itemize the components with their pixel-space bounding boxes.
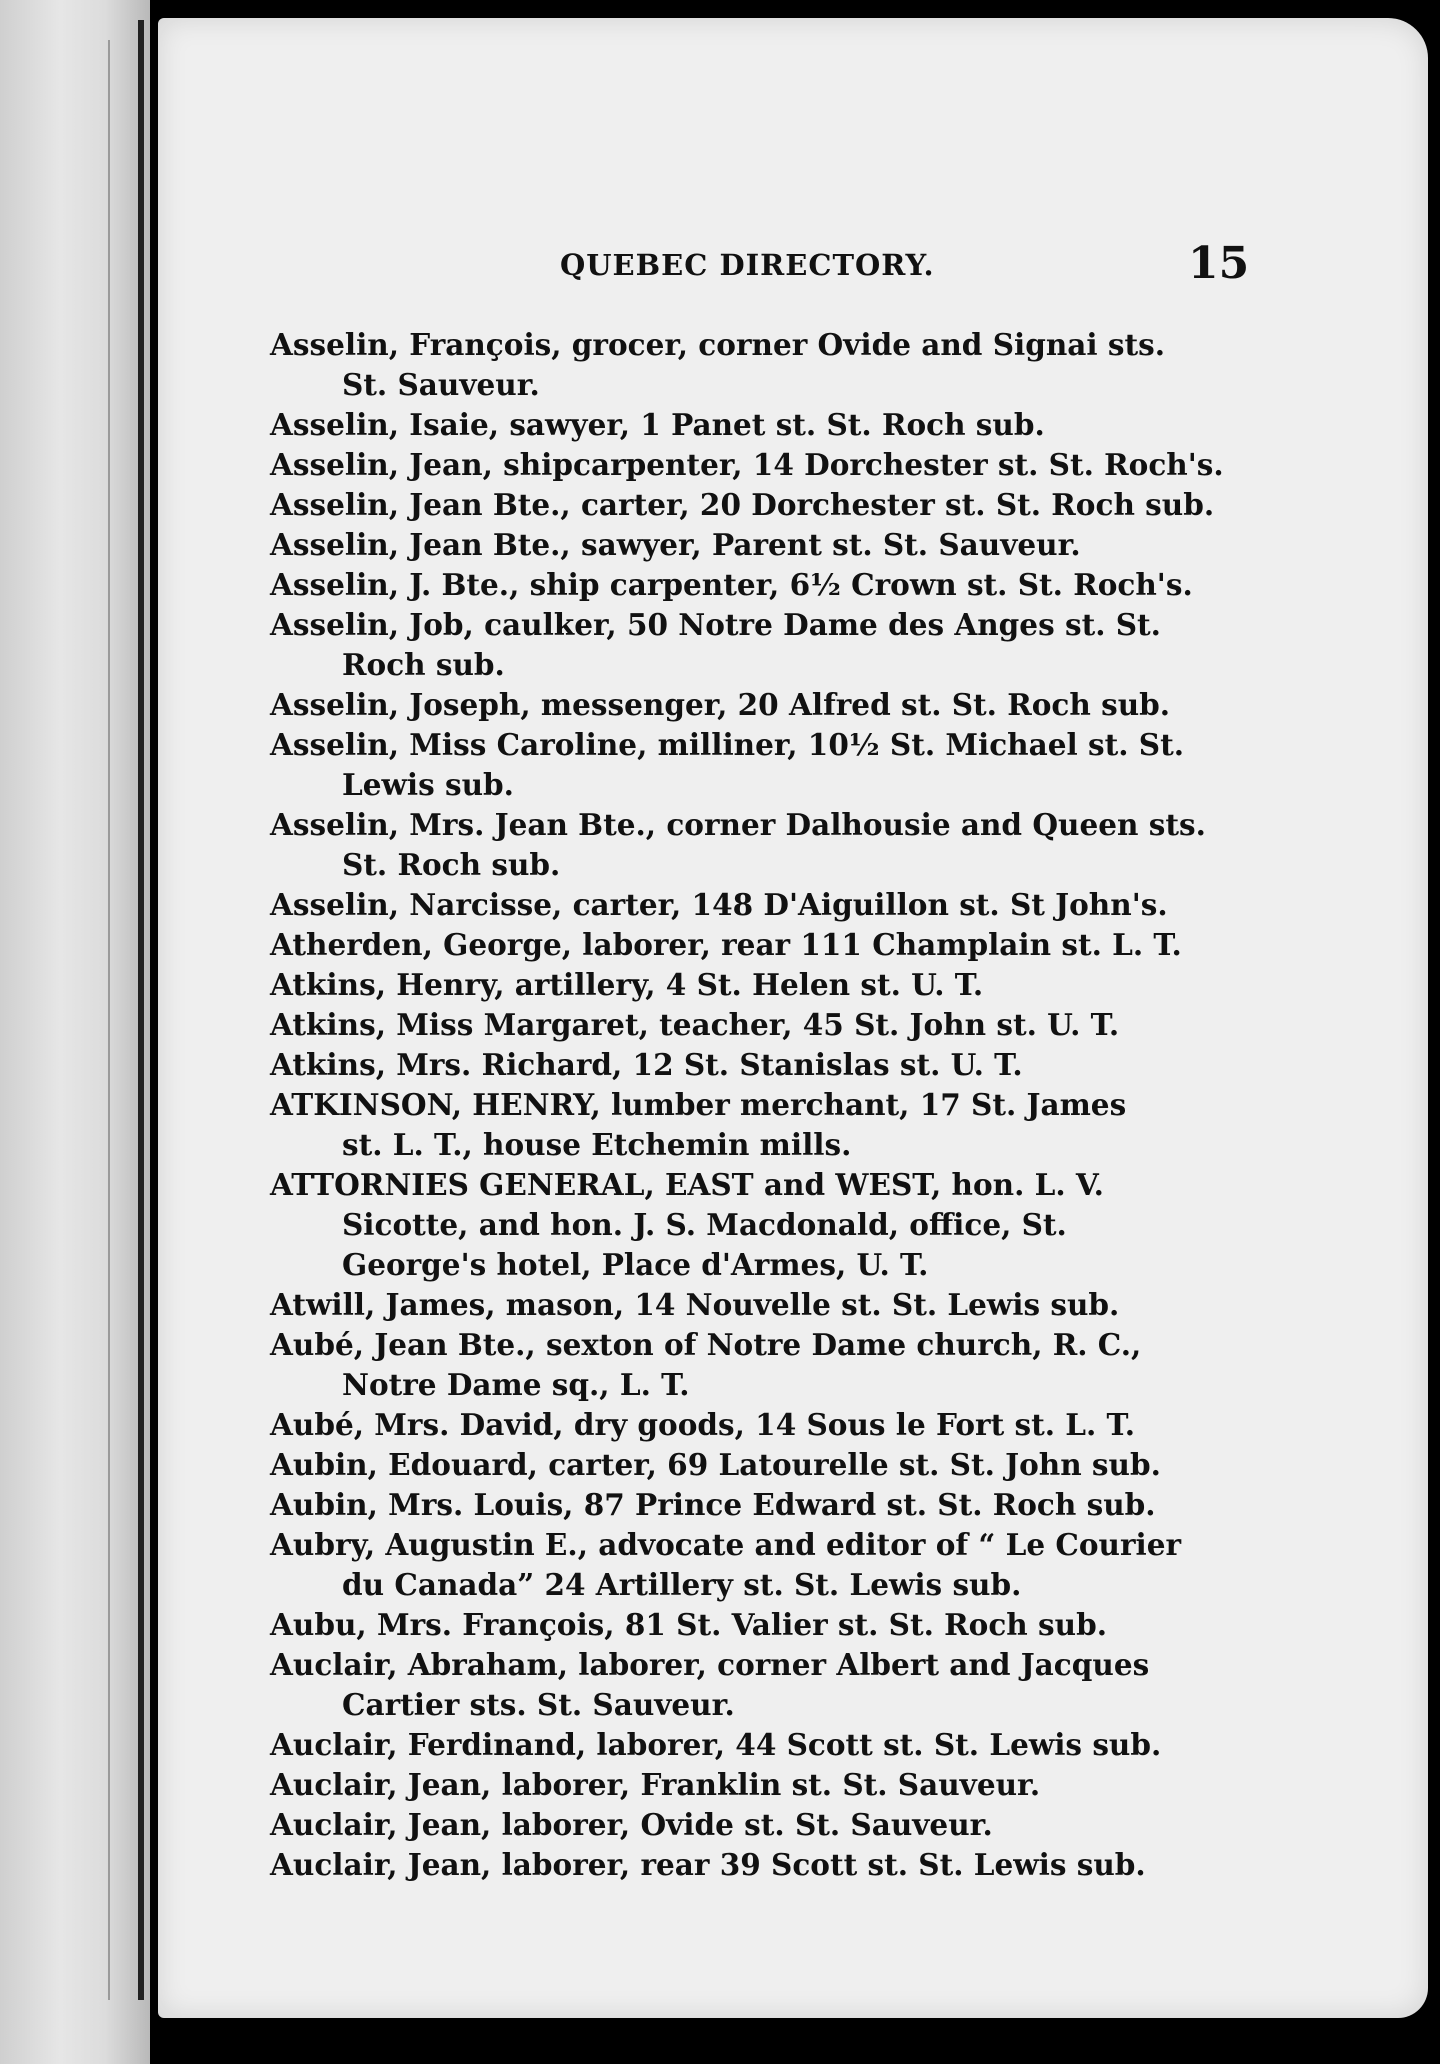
directory-entry — [270, 565, 1240, 605]
entry-line: Atkins, Miss Margaret, teacher, 45 St. John st. U. T. — [270, 1007, 1120, 1042]
directory-entry — [270, 925, 1240, 965]
entry-line: Asselin, Job, caulker, 50 Notre Dame des Anges st. St. — [270, 607, 1161, 642]
entry-line: Auclair, Jean, laborer, rear 39 Scott st. St. Lewis sub. — [270, 1847, 1146, 1882]
directory-entry — [270, 1525, 1240, 1605]
entry-line: Aubin, Edouard, carter, 69 Latourelle st. St. John sub. — [270, 1447, 1161, 1482]
entry-line: Asselin, Miss Caroline, milliner, 10½ St. Michael st. St. — [270, 727, 1184, 762]
entry-line: Asselin, François, grocer, corner Ovide and Signai sts. — [270, 327, 1165, 362]
entry-line: Asselin, Mrs. Jean Bte., corner Dalhousie and Queen sts. — [270, 807, 1206, 842]
entry-line: Auclair, Abraham, laborer, corner Albert and Jacques — [270, 1647, 1150, 1682]
entry-line: Atwill, James, mason, 14 Nouvelle st. St. Lewis sub. — [270, 1287, 1120, 1322]
directory-entry — [270, 1765, 1240, 1805]
spine-fold-line — [108, 40, 110, 2000]
entry-continuation-line: Roch sub. — [342, 647, 505, 682]
entry-continuation-line: Sicotte, and hon. J. S. Macdonald, office, St. — [342, 1207, 1067, 1242]
entry-line: Asselin, Jean Bte., carter, 20 Dorchester st. St. Roch sub. — [270, 487, 1215, 522]
directory-entry — [270, 405, 1240, 445]
entry-line: ATKINSON, HENRY, lumber merchant, 17 St. James — [270, 1087, 1127, 1122]
directory-entry — [270, 965, 1240, 1005]
directory-entry — [270, 1845, 1240, 1885]
directory-entry — [270, 485, 1240, 525]
entry-line: Auclair, Ferdinand, laborer, 44 Scott st. St. Lewis sub. — [270, 1727, 1162, 1762]
entry-continuation-line: Lewis sub. — [342, 767, 514, 802]
entry-line: Auclair, Jean, laborer, Franklin st. St. Sauveur. — [270, 1767, 1041, 1802]
entry-continuation-line: George's hotel, Place d'Armes, U. T. — [342, 1247, 929, 1282]
directory-entry — [270, 525, 1240, 565]
directory-entry — [270, 1485, 1240, 1525]
entry-continuation-line: Notre Dame sq., L. T. — [342, 1367, 690, 1402]
entry-line: Asselin, Jean, shipcarpenter, 14 Dorchester st. St. Roch's. — [270, 447, 1224, 482]
directory-entry — [270, 1005, 1240, 1045]
directory-entry — [270, 1085, 1240, 1165]
entry-line: Auclair, Jean, laborer, Ovide st. St. Sauveur. — [270, 1807, 993, 1842]
entry-line: Atherden, George, laborer, rear 111 Champlain st. L. T. — [270, 927, 1182, 962]
entry-line: Aubé, Mrs. David, dry goods, 14 Sous le Fort st. L. T. — [270, 1407, 1135, 1442]
spine-binding-edge — [138, 20, 144, 2000]
directory-entry — [270, 1725, 1240, 1765]
entry-continuation-line: du Canada” 24 Artillery st. St. Lewis sub. — [342, 1567, 1022, 1602]
directory-entry — [270, 325, 1240, 405]
directory-entry — [270, 1405, 1240, 1445]
entry-continuation-line: St. Sauveur. — [342, 367, 540, 402]
directory-entry — [270, 1325, 1240, 1405]
entry-line: ATTORNIES GENERAL, EAST and WEST, hon. L. V. — [270, 1167, 1104, 1202]
directory-entry — [270, 805, 1240, 885]
directory-entry — [270, 685, 1240, 725]
running-head: QUEBEC DIRECTORY. — [560, 248, 935, 282]
entry-line: Aubé, Jean Bte., sexton of Notre Dame church, R. C., — [270, 1327, 1142, 1362]
directory-entry — [270, 1605, 1240, 1645]
directory-entry — [270, 725, 1240, 805]
directory-entry — [270, 1045, 1240, 1085]
entry-line: Atkins, Henry, artillery, 4 St. Helen st. U. T. — [270, 967, 984, 1002]
directory-entry — [270, 885, 1240, 925]
entry-line: Asselin, J. Bte., ship carpenter, 6½ Crown st. St. Roch's. — [270, 567, 1193, 602]
directory-entry — [270, 1285, 1240, 1325]
book-spine — [0, 0, 150, 2064]
entry-line: Asselin, Joseph, messenger, 20 Alfred st. St. Roch sub. — [270, 687, 1171, 722]
entry-line: Aubry, Augustin E., advocate and editor of “ Le Courier — [270, 1527, 1182, 1562]
entry-line: Aubu, Mrs. François, 81 St. Valier st. St. Roch sub. — [270, 1607, 1107, 1642]
directory-entry — [270, 1445, 1240, 1485]
entry-continuation-line: st. L. T., house Etchemin mills. — [342, 1127, 852, 1162]
entry-line: Atkins, Mrs. Richard, 12 St. Stanislas st. U. T. — [270, 1047, 1023, 1082]
entry-line: Asselin, Jean Bte., sawyer, Parent st. St. Sauveur. — [270, 527, 1081, 562]
entry-line: Aubin, Mrs. Louis, 87 Prince Edward st. St. Roch sub. — [270, 1487, 1156, 1522]
directory-entry — [270, 1805, 1240, 1845]
entry-line: Asselin, Isaie, sawyer, 1 Panet st. St. Roch sub. — [270, 407, 1045, 442]
entry-line: Asselin, Narcisse, carter, 148 D'Aiguillon st. St John's. — [270, 887, 1168, 922]
directory-entry — [270, 605, 1240, 685]
page-number: 15 — [1188, 238, 1250, 289]
directory-entry — [270, 1165, 1240, 1285]
directory-entry — [270, 1645, 1240, 1725]
entry-continuation-line: Cartier sts. St. Sauveur. — [342, 1687, 735, 1722]
entry-continuation-line: St. Roch sub. — [342, 847, 561, 882]
directory-entries — [270, 325, 1240, 1885]
directory-entry — [270, 445, 1240, 485]
